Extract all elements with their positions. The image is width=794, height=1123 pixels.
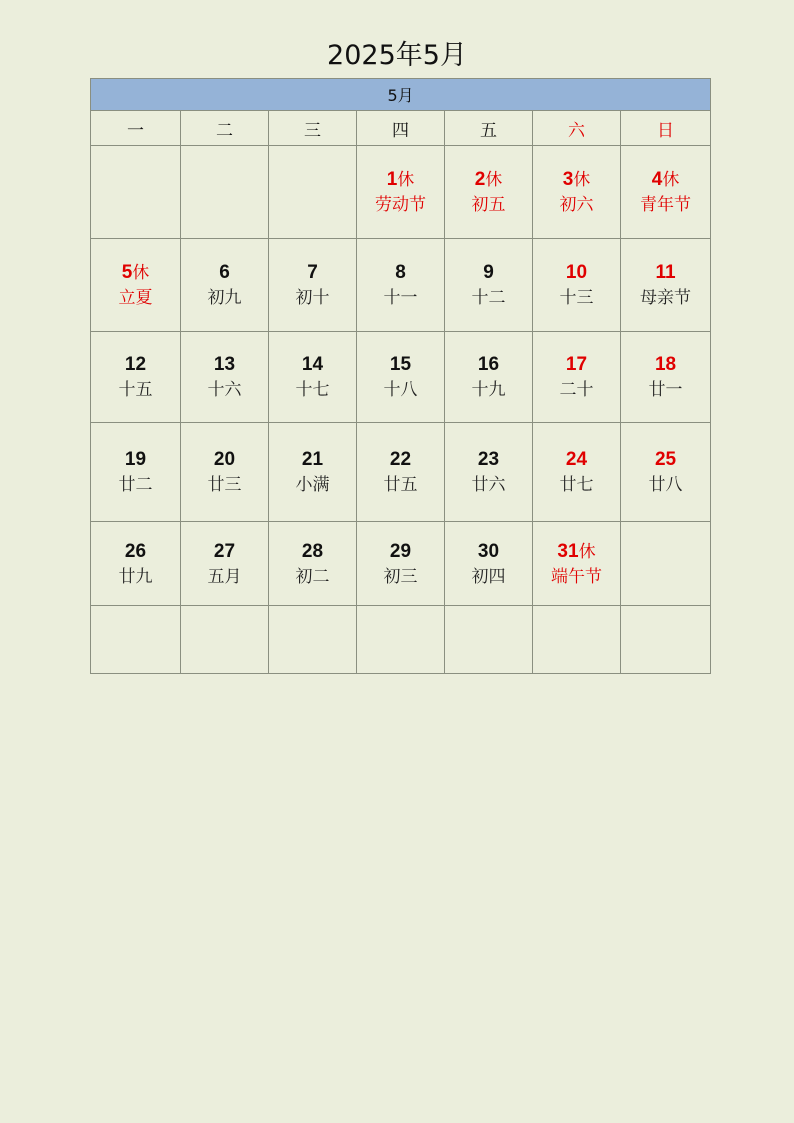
week-row: [91, 239, 711, 332]
lunar-date: 廿二: [118, 475, 153, 495]
lunar-date: 十五: [118, 380, 153, 400]
day-cell: [445, 332, 533, 423]
lunar-date: 十九: [471, 380, 506, 400]
weekday-header-row: [91, 111, 711, 146]
lunar-date: 初九: [207, 288, 242, 308]
day-cell: [533, 146, 621, 239]
day-number-value: 6: [219, 262, 230, 283]
lunar-date: 廿七: [559, 475, 594, 495]
day-number-value: 29: [389, 540, 412, 562]
day-number: [91, 539, 180, 565]
weekday-header: 三: [269, 111, 357, 146]
day-number: [533, 352, 620, 378]
day-cell: [533, 332, 621, 423]
day-number: [357, 167, 444, 193]
empty-day-cell: [357, 606, 445, 674]
weekday-header: 四: [357, 111, 445, 146]
day-number-value: 7: [307, 262, 318, 283]
weekday-header: 日: [621, 111, 711, 146]
week-row: [91, 332, 711, 423]
lunar-date: 五月: [207, 566, 242, 587]
weekday-header: 五: [445, 111, 533, 146]
day-number: [621, 447, 710, 473]
lunar-date: 廿一: [648, 380, 683, 400]
lunar-date: 十三: [559, 288, 594, 308]
lunar-date: 端午节: [551, 566, 602, 587]
day-number: [269, 260, 356, 286]
lunar-date: 十八: [383, 380, 418, 400]
empty-day-cell: [269, 146, 357, 239]
lunar-date: 二十: [559, 380, 594, 400]
empty-day-cell: [621, 606, 711, 674]
empty-day-cell: [181, 606, 269, 674]
day-cell: [621, 146, 711, 239]
day-cell: [357, 332, 445, 423]
day-number: [533, 539, 620, 565]
day-cell: [269, 522, 357, 606]
day-number: [533, 167, 620, 193]
lunar-date: 母亲节: [640, 288, 692, 308]
day-number-value: 28: [301, 540, 324, 562]
rest-day-marker: 休: [573, 170, 591, 190]
day-number: [181, 352, 268, 378]
day-number: [269, 539, 356, 565]
day-number: [357, 260, 444, 286]
day-number-value: 31: [557, 540, 579, 562]
week-row: [91, 146, 711, 239]
lunar-date: 初五: [471, 195, 506, 215]
day-number-value: 26: [124, 540, 147, 562]
day-number-value: 4: [651, 169, 663, 190]
day-cell: [357, 522, 445, 606]
day-cell: [357, 239, 445, 332]
day-number: [445, 167, 532, 193]
weekday-header: 六: [533, 111, 621, 146]
empty-day-cell: [445, 606, 533, 674]
day-number-value: 12: [124, 354, 147, 375]
day-number: [91, 352, 180, 378]
day-number-value: 15: [389, 354, 412, 375]
day-number-value: 18: [654, 354, 677, 375]
day-number-value: 16: [477, 354, 500, 375]
day-number-value: 21: [301, 449, 324, 470]
day-number: [269, 447, 356, 473]
day-cell: [181, 332, 269, 423]
day-number: [181, 539, 268, 565]
day-cell: [445, 239, 533, 332]
lunar-date: 初三: [383, 566, 418, 587]
empty-day-cell: [91, 606, 181, 674]
day-number: [91, 260, 180, 286]
lunar-date: 十一: [383, 288, 418, 308]
empty-day-cell: [269, 606, 357, 674]
day-cell: [621, 423, 711, 522]
day-cell: [357, 423, 445, 522]
day-number-value: 5: [121, 262, 133, 283]
day-cell: [181, 423, 269, 522]
day-cell: [357, 146, 445, 239]
day-cell: [533, 239, 621, 332]
lunar-date: 廿三: [207, 475, 242, 495]
day-cell: [621, 332, 711, 423]
day-number-value: 2: [474, 169, 486, 190]
lunar-date: 廿五: [383, 475, 418, 495]
empty-day-cell: [533, 606, 621, 674]
empty-day-cell: [181, 146, 269, 239]
day-number-value: 24: [565, 449, 588, 470]
calendar-body: [91, 146, 711, 674]
day-number-value: 1: [386, 169, 398, 190]
day-number-value: 27: [213, 540, 236, 562]
day-number: [181, 260, 268, 286]
week-row: [91, 522, 711, 606]
day-number-value: 23: [477, 449, 500, 470]
day-number: [181, 447, 268, 473]
day-number: [621, 167, 710, 193]
day-number: [357, 447, 444, 473]
calendar-table: [90, 78, 711, 674]
day-number: [445, 260, 532, 286]
day-cell: [621, 239, 711, 332]
day-cell: [181, 522, 269, 606]
empty-day-cell: [621, 522, 711, 606]
page-title: 2025年5月: [327, 40, 467, 71]
lunar-date: 廿九: [118, 566, 153, 587]
day-cell: [445, 146, 533, 239]
lunar-date: 初二: [295, 566, 330, 587]
day-cell: [181, 239, 269, 332]
lunar-date: 十六: [207, 380, 242, 400]
day-number-value: 17: [565, 354, 588, 375]
day-cell: [445, 522, 533, 606]
rest-day-marker: 休: [578, 541, 596, 562]
day-cell: [269, 423, 357, 522]
day-cell: [533, 423, 621, 522]
day-number: [533, 260, 620, 286]
empty-day-cell: [91, 146, 181, 239]
day-number-value: 19: [124, 449, 147, 470]
day-number-value: 10: [565, 262, 588, 283]
lunar-date: 劳动节: [375, 195, 426, 215]
day-number: [269, 352, 356, 378]
day-cell: [269, 239, 357, 332]
day-number: [621, 352, 710, 378]
day-cell: [91, 239, 181, 332]
lunar-date: 廿八: [648, 475, 683, 495]
rest-day-marker: 休: [132, 263, 150, 283]
day-number: [445, 352, 532, 378]
lunar-date: 初六: [559, 195, 594, 215]
day-cell: [533, 522, 621, 606]
day-cell: [269, 332, 357, 423]
lunar-date: 初十: [295, 288, 330, 308]
day-number-value: 9: [483, 262, 494, 283]
day-cell: [91, 423, 181, 522]
day-number-value: 25: [654, 449, 677, 470]
day-number-value: 22: [389, 449, 412, 470]
day-number: [621, 260, 710, 286]
day-number-value: 11: [655, 262, 676, 283]
week-row: [91, 606, 711, 674]
day-number: [533, 447, 620, 473]
day-number-value: 8: [395, 262, 406, 283]
lunar-date: 立夏: [118, 288, 153, 308]
week-row: [91, 423, 711, 522]
day-cell: [445, 423, 533, 522]
day-number-value: 30: [477, 540, 500, 562]
day-number: [445, 539, 532, 565]
day-number: [357, 539, 444, 565]
day-number: [357, 352, 444, 378]
rest-day-marker: 休: [485, 170, 503, 190]
month-header: 5月: [91, 79, 711, 111]
lunar-date: 青年节: [640, 195, 692, 215]
rest-day-marker: 休: [397, 170, 415, 190]
weekday-header: 二: [181, 111, 269, 146]
lunar-date: 十二: [471, 288, 506, 308]
rest-day-marker: 休: [662, 170, 680, 190]
day-number: [445, 447, 532, 473]
day-cell: [91, 522, 181, 606]
day-cell: [91, 332, 181, 423]
day-number-value: 13: [213, 354, 236, 375]
lunar-date: 初四: [471, 566, 506, 587]
day-number-value: 3: [562, 169, 574, 190]
day-number-value: 20: [213, 449, 236, 470]
day-number: [91, 447, 180, 473]
lunar-date: 小满: [295, 475, 330, 495]
day-number-value: 14: [301, 354, 324, 375]
lunar-date: 廿六: [471, 475, 506, 495]
lunar-date: 十七: [295, 380, 330, 400]
weekday-header: 一: [91, 111, 181, 146]
